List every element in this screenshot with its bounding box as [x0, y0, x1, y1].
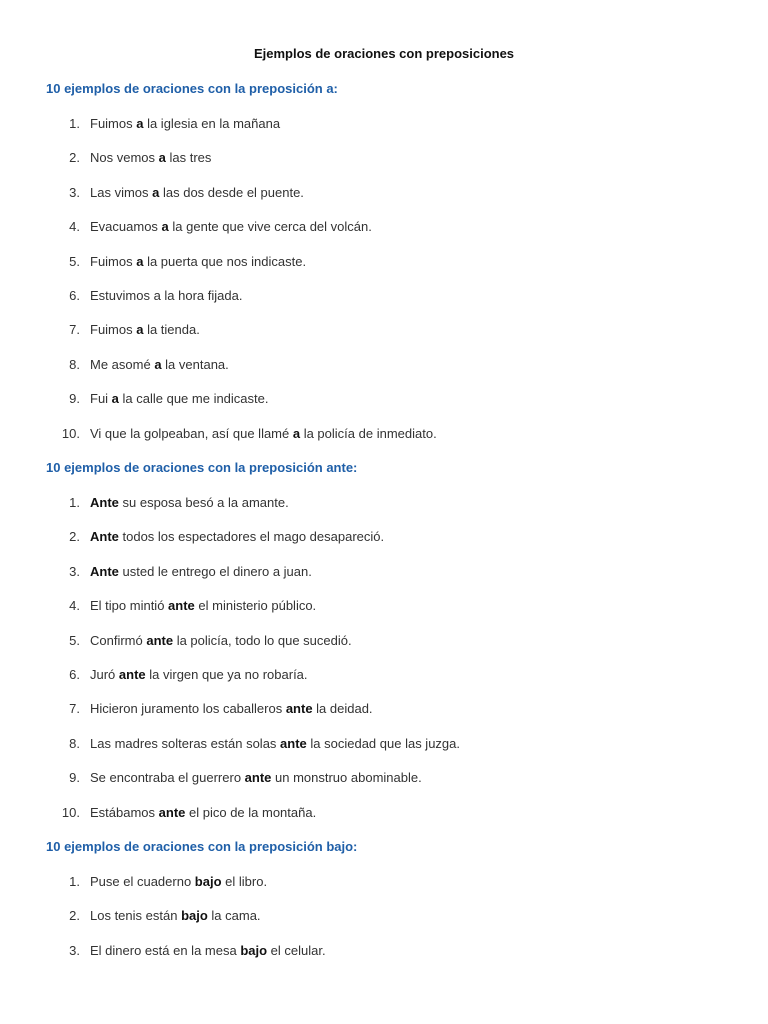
- preposition-highlight: Ante: [90, 563, 119, 579]
- sentence-text-before: Puse el cuaderno: [90, 874, 195, 889]
- list-item-sentence: [90, 254, 306, 269]
- list-item-number: 10.: [61, 425, 80, 441]
- list-item-sentence: [90, 219, 372, 234]
- page-title: Ejemplos de oraciones con preposiciones: [253, 46, 515, 61]
- sentence-text-after: la deidad.: [312, 701, 373, 717]
- example-list-bajo: [0, 874, 768, 977]
- preposition-highlight: ante: [280, 735, 307, 751]
- list-item-number: 9.: [69, 770, 80, 786]
- list-item: [0, 908, 768, 942]
- sentence-text-after: el libro.: [221, 874, 268, 889]
- sentence-text-before: Juró: [90, 666, 119, 682]
- list-item-sentence: [90, 495, 289, 510]
- list-item-number: 4.: [69, 219, 80, 235]
- preposition-highlight: a: [136, 322, 144, 338]
- sentence-text-before: Me asomé: [90, 356, 155, 372]
- sentence-text-before: El tipo mintió: [90, 598, 169, 614]
- list-item-sentence: [90, 874, 267, 889]
- preposition-highlight: ante: [118, 666, 146, 682]
- list-item-sentence: [90, 426, 437, 441]
- sentence-text-after: la calle que me indicaste.: [118, 391, 269, 407]
- list-item: [0, 357, 768, 391]
- sentence-text-after: la tienda.: [143, 322, 200, 338]
- section-heading-ante: 10 ejemplos de oraciones con la preposición ante:: [46, 460, 358, 475]
- sentence-text-before: Fuimos: [90, 253, 137, 269]
- list-item-number: 5.: [69, 632, 80, 648]
- preposition-highlight: bajo: [240, 942, 268, 958]
- sentence-text-before: Evacuamos: [90, 219, 162, 235]
- list-item-number: 3.: [69, 184, 80, 200]
- list-item-sentence: [90, 598, 316, 613]
- list-item: [0, 219, 768, 253]
- list-item: [0, 701, 768, 735]
- list-item: [0, 633, 768, 667]
- section-heading-a: 10 ejemplos de oraciones con la preposición a:: [46, 81, 338, 96]
- sentence-text-after: las dos desde el puente.: [159, 184, 304, 200]
- list-item-number: 7.: [69, 701, 80, 717]
- sentence-text-before: Estábamos: [90, 804, 159, 820]
- preposition-highlight: a: [292, 425, 301, 441]
- preposition-highlight: Ante: [90, 495, 119, 510]
- list-item: [0, 770, 768, 804]
- preposition-highlight: ante: [244, 770, 272, 786]
- sentence-text-before: Nos vemos: [90, 150, 159, 166]
- preposition-highlight: a: [136, 253, 144, 269]
- sentence-text-after: usted le entrego el dinero a juan.: [118, 563, 312, 579]
- preposition-highlight: a: [152, 184, 160, 200]
- list-item-sentence: [90, 357, 229, 372]
- sentence-text-after: el ministerio público.: [194, 598, 317, 614]
- sentence-text-before: Fuimos: [90, 322, 137, 338]
- list-item: [0, 564, 768, 598]
- preposition-highlight: ante: [146, 632, 174, 648]
- sentence-text-before: Se encontraba el guerrero: [90, 770, 245, 786]
- list-item-number: 2.: [69, 529, 80, 545]
- list-item: [0, 598, 768, 632]
- list-item-number: 5.: [69, 253, 80, 269]
- sentence-text-before: Las vimos: [90, 184, 153, 200]
- list-item: [0, 150, 768, 184]
- sentence-text-before: Los tenis están: [90, 908, 182, 924]
- section-heading-bajo: 10 ejemplos de oraciones con la preposición bajo:: [46, 839, 358, 854]
- sentence-text-before: Hicieron juramento los caballeros: [90, 701, 286, 717]
- preposition-highlight: a: [111, 391, 119, 407]
- list-item: [0, 322, 768, 356]
- list-item: [0, 943, 768, 977]
- list-item-number: 8.: [69, 356, 80, 372]
- list-item: [0, 426, 768, 460]
- list-item-sentence: [90, 391, 269, 406]
- sentence-text-after: la virgen que ya no robaría.: [145, 666, 308, 682]
- list-item-number: 3.: [69, 563, 80, 579]
- list-item: [0, 391, 768, 425]
- list-item-sentence: [90, 943, 326, 958]
- sentence-text-before: Vi que la golpeaban, así que llamé: [90, 425, 293, 441]
- list-item-sentence: [90, 667, 308, 682]
- list-item-sentence: [90, 770, 422, 785]
- list-item-number: 1.: [69, 874, 80, 889]
- preposition-highlight: a: [158, 150, 166, 166]
- sentence-text-after: la policía, todo lo que sucedió.: [173, 632, 352, 648]
- sentence-text-after: la policía de inmediato.: [300, 425, 437, 441]
- list-item-sentence: [90, 150, 211, 165]
- list-item-sentence: [90, 322, 200, 337]
- sentence-text-after: la ventana.: [161, 356, 229, 372]
- list-item-number: 1.: [69, 495, 80, 510]
- preposition-highlight: bajo: [181, 908, 208, 924]
- list-item-number: 1.: [69, 116, 80, 131]
- preposition-highlight: a: [161, 219, 169, 235]
- list-item: [0, 529, 768, 563]
- list-item-sentence: [90, 736, 460, 751]
- preposition-highlight: ante: [285, 701, 313, 717]
- sentence-text-after: un monstruo abominable.: [271, 770, 422, 786]
- sentence-text-after: el celular.: [267, 942, 326, 958]
- sentence-text-after: la sociedad que las juzga.: [306, 735, 460, 751]
- list-item: [0, 736, 768, 770]
- example-list-ante: [0, 495, 768, 839]
- list-item-number: 4.: [69, 598, 80, 614]
- list-item-number: 2.: [69, 150, 80, 166]
- list-item: [0, 495, 768, 529]
- sentence-text-after: su esposa besó a la amante.: [118, 495, 289, 510]
- list-item-sentence: [90, 564, 312, 579]
- list-item-sentence: [90, 529, 384, 544]
- sentence-text-after: la iglesia en la mañana: [143, 116, 281, 131]
- list-item: [0, 185, 768, 219]
- sentence-text-before: Estuvimos a la hora fijada.: [90, 287, 243, 303]
- list-item-sentence: [90, 701, 373, 716]
- list-item-number: 2.: [69, 908, 80, 924]
- sentence-text-after: todos los espectadores el mago desapareció.: [118, 529, 385, 545]
- sentence-text-before: Fui: [90, 391, 112, 407]
- list-item: [0, 254, 768, 288]
- sentence-text-before: Las madres solteras están solas: [90, 735, 281, 751]
- preposition-highlight: bajo: [194, 874, 222, 889]
- list-item-number: 3.: [69, 942, 80, 958]
- preposition-highlight: ante: [168, 598, 195, 614]
- list-item: [0, 874, 768, 908]
- list-item: [0, 288, 768, 322]
- list-item: [0, 805, 768, 839]
- list-item-sentence: [90, 116, 280, 131]
- sentence-text-before: Fuimos: [90, 116, 137, 131]
- preposition-highlight: ante: [158, 804, 186, 820]
- preposition-highlight: a: [154, 356, 162, 372]
- sentence-text-after: la puerta que nos indicaste.: [143, 253, 307, 269]
- list-item: [0, 116, 768, 150]
- sentence-text-before: El dinero está en la mesa: [90, 942, 241, 958]
- list-item-number: 10.: [61, 804, 80, 820]
- list-item-sentence: [90, 908, 261, 923]
- preposition-highlight: a: [136, 116, 144, 131]
- list-item-number: 6.: [69, 287, 80, 303]
- sentence-text-before: Confirmó: [90, 632, 147, 648]
- list-item-number: 9.: [69, 391, 80, 407]
- list-item-sentence: [90, 633, 352, 648]
- list-item-number: 8.: [69, 735, 80, 751]
- list-item-number: 7.: [69, 322, 80, 338]
- list-item-sentence: [90, 805, 316, 820]
- list-item-sentence: [90, 185, 304, 200]
- list-item-number: 6.: [69, 666, 80, 682]
- list-item: [0, 667, 768, 701]
- sentence-text-after: el pico de la montaña.: [185, 804, 317, 820]
- sentence-text-after: la gente que vive cerca del volcán.: [168, 219, 372, 235]
- example-list-a: [0, 116, 768, 460]
- list-item-sentence: [90, 288, 242, 303]
- preposition-highlight: Ante: [90, 529, 119, 545]
- sentence-text-after: las tres: [165, 150, 212, 166]
- sentence-text-after: la cama.: [207, 908, 261, 924]
